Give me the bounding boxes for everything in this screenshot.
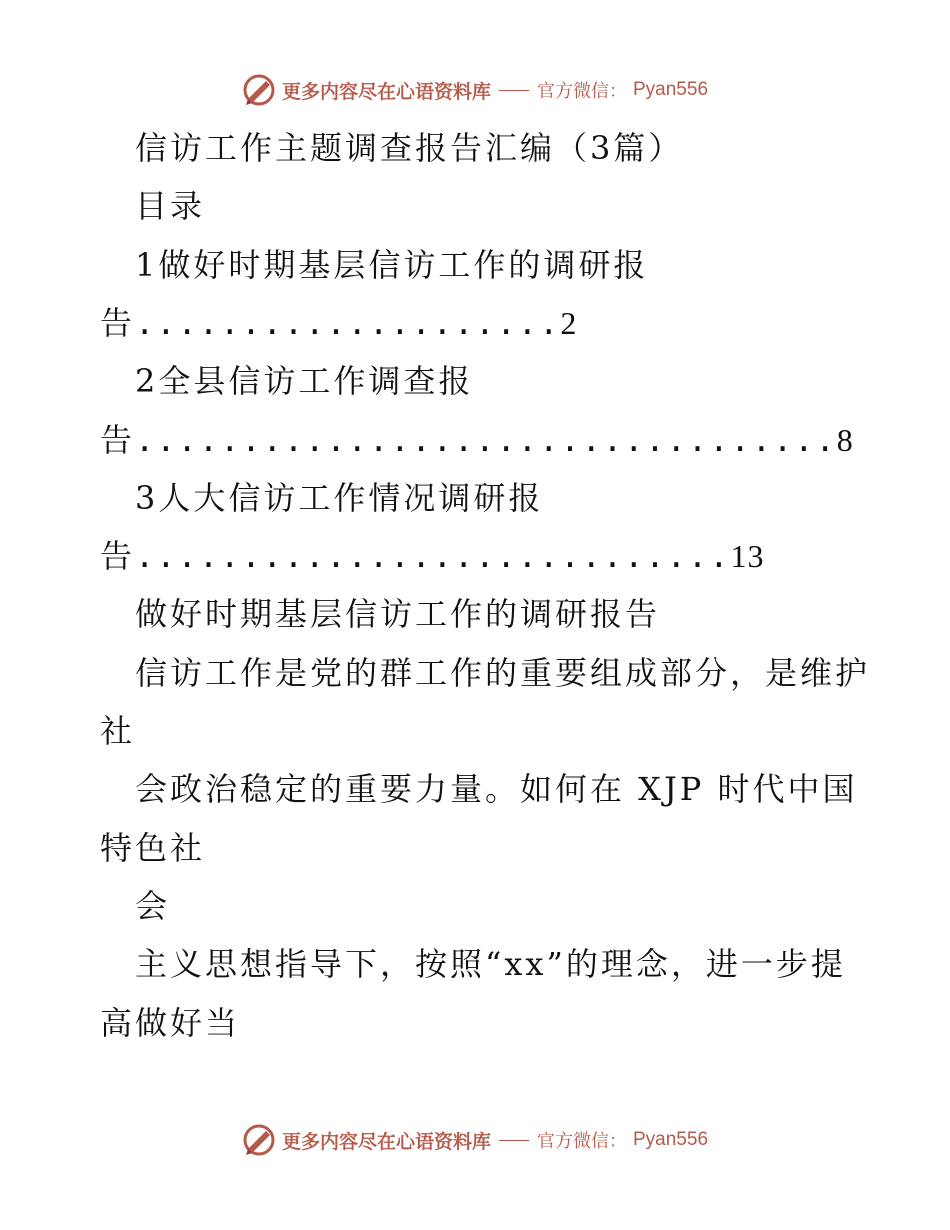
toc-entry-label: 1做好时期基层信访工作的调研报	[135, 246, 649, 284]
toc-entry-1-leader[interactable]	[100, 303, 577, 343]
toc-dot-leader: ............................	[135, 537, 731, 575]
watermark-text: 更多内容尽在心语资料库	[281, 80, 491, 103]
watermark-wechat-label: 官方微信：	[537, 81, 627, 102]
paragraph-line: 高做好当	[100, 1004, 241, 1042]
toc-page-number: 13	[730, 538, 765, 574]
paragraph-line: 特色社	[100, 829, 206, 867]
toc-entry-1-label[interactable]	[135, 245, 648, 285]
toc-entry-tail: 告	[100, 537, 136, 575]
watermark-dash	[499, 90, 529, 91]
pen-logo-icon	[242, 73, 276, 107]
watermark-footer	[0, 1120, 950, 1160]
toc-entry-2-leader[interactable]	[100, 420, 854, 460]
toc-entry-tail: 告	[100, 421, 136, 459]
toc-heading: 目录	[135, 187, 206, 225]
paragraph-line: 信访工作是党的群工作的重要组成部分，是维护	[135, 654, 871, 692]
toc-dot-leader: ....................	[135, 304, 561, 342]
toc-entry-3-label[interactable]	[135, 478, 543, 518]
toc-entry-3-leader[interactable]	[100, 536, 764, 576]
toc-page-number: 2	[560, 305, 578, 341]
toc-dot-leader: .................................	[135, 421, 837, 459]
document-title: 信访工作主题调查报告汇编（3篇）	[135, 129, 684, 167]
watermark-wechat-id: Pyan556	[633, 1129, 709, 1150]
watermark-wechat-label: 官方微信：	[537, 1131, 627, 1152]
toc-page-number: 8	[836, 422, 854, 458]
toc-entry-label: 3人大信访工作情况调研报	[135, 479, 544, 517]
section-title: 做好时期基层信访工作的调研报告	[135, 595, 661, 633]
toc-entry-label: 2全县信访工作调查报	[135, 362, 474, 400]
paragraph-line: 社	[100, 712, 136, 750]
watermark-dash	[499, 1140, 529, 1141]
paragraph-line: 会	[135, 887, 171, 925]
watermark-wechat-id: Pyan556	[633, 79, 709, 100]
paragraph-line: 会政治稳定的重要力量。如何在 XJP 时代中国	[135, 770, 858, 808]
watermark-header	[0, 70, 950, 110]
pen-logo-icon	[242, 1123, 276, 1157]
toc-entry-2-label[interactable]	[135, 361, 473, 401]
toc-entry-tail: 告	[100, 304, 136, 342]
paragraph-line: 主义思想指导下，按照“xx”的理念，进一步提	[135, 945, 846, 983]
watermark-text: 更多内容尽在心语资料库	[281, 1130, 491, 1153]
